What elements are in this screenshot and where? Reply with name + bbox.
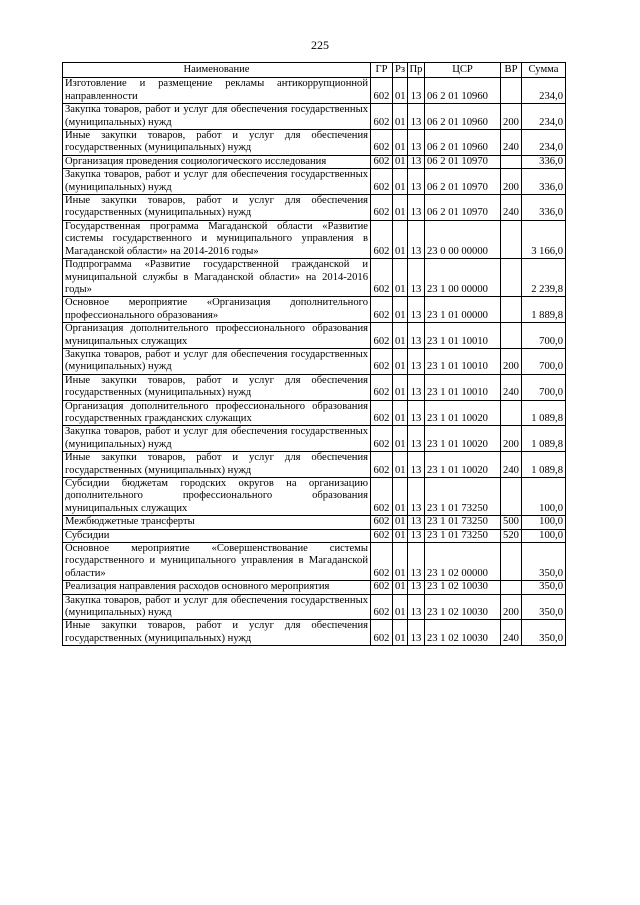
header-csr: ЦСР <box>425 63 501 78</box>
header-rz: Рз <box>393 63 408 78</box>
row-sum: 350,0 <box>522 543 566 581</box>
row-name: Закупка товаров, работ и услуг для обеспечения государственных (муниципальных) нужд <box>63 169 371 195</box>
row-name: Подпрограмма «Развитие государственной гражданской и муниципальной службы в Магаданской области» на 2014-2016 годы» <box>63 259 371 297</box>
row-pr: 13 <box>408 529 425 542</box>
row-sum: 1 889,8 <box>522 297 566 323</box>
row-sum: 3 166,0 <box>522 220 566 258</box>
row-pr: 13 <box>408 374 425 400</box>
row-rz: 01 <box>393 323 408 349</box>
row-csr: 23 1 01 73250 <box>425 478 501 516</box>
row-sum: 100,0 <box>522 516 566 529</box>
row-csr: 23 1 01 10010 <box>425 323 501 349</box>
row-vr <box>501 543 522 581</box>
row-gr: 602 <box>371 297 393 323</box>
row-rz: 01 <box>393 529 408 542</box>
row-pr: 13 <box>408 452 425 478</box>
row-pr: 13 <box>408 594 425 620</box>
row-name: Основное мероприятие «Организация дополнительного профессионального образования» <box>63 297 371 323</box>
row-rz: 01 <box>393 581 408 594</box>
table-row <box>63 130 566 156</box>
row-gr: 602 <box>371 543 393 581</box>
table-row <box>63 220 566 258</box>
row-gr: 602 <box>371 169 393 195</box>
table-row <box>63 348 566 374</box>
header-row <box>63 63 566 78</box>
row-vr: 240 <box>501 195 522 221</box>
header-name: Наименование <box>63 63 371 78</box>
table-row <box>63 426 566 452</box>
table-row <box>63 374 566 400</box>
row-gr: 602 <box>371 220 393 258</box>
row-csr: 23 0 00 00000 <box>425 220 501 258</box>
row-name: Иные закупки товаров, работ и услуг для обеспечения государственных (муниципальных) нужд <box>63 130 371 156</box>
row-pr: 13 <box>408 543 425 581</box>
row-gr: 602 <box>371 426 393 452</box>
row-rz: 01 <box>393 426 408 452</box>
row-vr: 240 <box>501 452 522 478</box>
row-vr: 200 <box>501 426 522 452</box>
row-vr <box>501 155 522 168</box>
row-vr <box>501 323 522 349</box>
row-name: Закупка товаров, работ и услуг для обеспечения государственных (муниципальных) нужд <box>63 426 371 452</box>
row-csr: 23 1 02 10030 <box>425 581 501 594</box>
row-rz: 01 <box>393 478 408 516</box>
row-vr: 200 <box>501 348 522 374</box>
row-name: Субсидии <box>63 529 371 542</box>
row-gr: 602 <box>371 594 393 620</box>
row-vr <box>501 259 522 297</box>
row-name: Изготовление и размещение рекламы антикоррупционной направленности <box>63 78 371 104</box>
row-sum: 234,0 <box>522 78 566 104</box>
table-body <box>63 78 566 646</box>
row-name: Субсидии бюджетам городских округов на организацию дополнительного профессионального образования муниципальных служащих <box>63 478 371 516</box>
row-vr <box>501 297 522 323</box>
row-sum: 336,0 <box>522 195 566 221</box>
row-pr: 13 <box>408 104 425 130</box>
table-row <box>63 478 566 516</box>
table-row <box>63 543 566 581</box>
row-rz: 01 <box>393 452 408 478</box>
row-gr: 602 <box>371 529 393 542</box>
row-pr: 13 <box>408 478 425 516</box>
row-sum: 234,0 <box>522 130 566 156</box>
row-pr: 13 <box>408 516 425 529</box>
header-sum: Сумма <box>522 63 566 78</box>
budget-table <box>62 62 566 646</box>
row-pr: 13 <box>408 426 425 452</box>
row-sum: 2 239,8 <box>522 259 566 297</box>
row-gr: 602 <box>371 323 393 349</box>
row-name: Межбюджетные трансферты <box>63 516 371 529</box>
row-csr: 23 1 01 73250 <box>425 516 501 529</box>
row-sum: 336,0 <box>522 155 566 168</box>
row-rz: 01 <box>393 543 408 581</box>
row-sum: 336,0 <box>522 169 566 195</box>
table-row <box>63 104 566 130</box>
table-row <box>63 516 566 529</box>
row-vr: 200 <box>501 169 522 195</box>
row-name: Закупка товаров, работ и услуг для обеспечения государственных (муниципальных) нужд <box>63 104 371 130</box>
table-row <box>63 594 566 620</box>
row-csr: 23 1 02 00000 <box>425 543 501 581</box>
row-vr: 200 <box>501 594 522 620</box>
row-vr <box>501 581 522 594</box>
row-csr: 23 1 02 10030 <box>425 594 501 620</box>
row-name: Реализация направления расходов основного мероприятия <box>63 581 371 594</box>
row-csr: 06 2 01 10970 <box>425 169 501 195</box>
row-vr: 500 <box>501 516 522 529</box>
row-pr: 13 <box>408 348 425 374</box>
row-rz: 01 <box>393 104 408 130</box>
row-pr: 13 <box>408 297 425 323</box>
row-rz: 01 <box>393 400 408 426</box>
row-rz: 01 <box>393 348 408 374</box>
row-sum: 1 089,8 <box>522 452 566 478</box>
row-sum: 100,0 <box>522 529 566 542</box>
table-row <box>63 195 566 221</box>
table-row <box>63 323 566 349</box>
row-name: Организация дополнительного профессионального образования государственных гражданских служащих <box>63 400 371 426</box>
row-csr: 23 1 01 73250 <box>425 529 501 542</box>
row-gr: 602 <box>371 400 393 426</box>
row-csr: 23 1 01 10010 <box>425 348 501 374</box>
row-csr: 06 2 01 10970 <box>425 155 501 168</box>
row-csr: 23 1 01 10020 <box>425 426 501 452</box>
row-pr: 13 <box>408 78 425 104</box>
row-gr: 602 <box>371 130 393 156</box>
table-row <box>63 620 566 646</box>
row-pr: 13 <box>408 259 425 297</box>
row-sum: 700,0 <box>522 374 566 400</box>
row-rz: 01 <box>393 130 408 156</box>
row-rz: 01 <box>393 259 408 297</box>
row-gr: 602 <box>371 452 393 478</box>
row-gr: 602 <box>371 195 393 221</box>
row-csr: 06 2 01 10960 <box>425 130 501 156</box>
row-sum: 700,0 <box>522 348 566 374</box>
row-vr <box>501 220 522 258</box>
row-rz: 01 <box>393 374 408 400</box>
row-gr: 602 <box>371 581 393 594</box>
row-rz: 01 <box>393 516 408 529</box>
row-name: Закупка товаров, работ и услуг для обеспечения государственных (муниципальных) нужд <box>63 348 371 374</box>
row-vr: 520 <box>501 529 522 542</box>
header-pr: Пр <box>408 63 425 78</box>
row-pr: 13 <box>408 400 425 426</box>
table-row <box>63 259 566 297</box>
row-rz: 01 <box>393 195 408 221</box>
row-vr <box>501 478 522 516</box>
row-pr: 13 <box>408 323 425 349</box>
row-rz: 01 <box>393 155 408 168</box>
row-name: Закупка товаров, работ и услуг для обеспечения государственных (муниципальных) нужд <box>63 594 371 620</box>
row-vr: 200 <box>501 104 522 130</box>
page-number: 225 <box>311 38 329 52</box>
row-csr: 06 2 01 10960 <box>425 104 501 130</box>
table-row <box>63 297 566 323</box>
row-gr: 602 <box>371 348 393 374</box>
row-name: Основное мероприятие «Совершенствование системы государственного и муниципального управления в Магаданской области» <box>63 543 371 581</box>
table-row <box>63 529 566 542</box>
row-csr: 06 2 01 10960 <box>425 78 501 104</box>
row-sum: 350,0 <box>522 620 566 646</box>
row-pr: 13 <box>408 620 425 646</box>
row-sum: 1 089,8 <box>522 400 566 426</box>
header-vr: ВР <box>501 63 522 78</box>
row-sum: 100,0 <box>522 478 566 516</box>
row-csr: 06 2 01 10970 <box>425 195 501 221</box>
row-sum: 350,0 <box>522 594 566 620</box>
row-pr: 13 <box>408 581 425 594</box>
row-rz: 01 <box>393 620 408 646</box>
row-csr: 23 1 02 10030 <box>425 620 501 646</box>
row-csr: 23 1 01 10020 <box>425 400 501 426</box>
row-pr: 13 <box>408 195 425 221</box>
table-row <box>63 169 566 195</box>
row-gr: 602 <box>371 155 393 168</box>
table-row <box>63 78 566 104</box>
row-gr: 602 <box>371 374 393 400</box>
row-name: Иные закупки товаров, работ и услуг для обеспечения государственных (муниципальных) нужд <box>63 452 371 478</box>
row-gr: 602 <box>371 516 393 529</box>
table-row <box>63 581 566 594</box>
row-sum: 700,0 <box>522 323 566 349</box>
row-sum: 1 089,8 <box>522 426 566 452</box>
row-name: Иные закупки товаров, работ и услуг для обеспечения государственных (муниципальных) нужд <box>63 374 371 400</box>
row-gr: 602 <box>371 78 393 104</box>
row-csr: 23 1 00 00000 <box>425 259 501 297</box>
row-rz: 01 <box>393 169 408 195</box>
row-name: Иные закупки товаров, работ и услуг для обеспечения государственных (муниципальных) нужд <box>63 620 371 646</box>
row-csr: 23 1 01 10020 <box>425 452 501 478</box>
row-pr: 13 <box>408 220 425 258</box>
row-name: Государственная программа Магаданской области «Развитие системы государственного и муниципального управления в Магаданской области» на 2014-2016 годы» <box>63 220 371 258</box>
row-rz: 01 <box>393 78 408 104</box>
row-name: Организация проведения социологического исследования <box>63 155 371 168</box>
table-row <box>63 155 566 168</box>
table-row <box>63 452 566 478</box>
row-pr: 13 <box>408 155 425 168</box>
row-vr <box>501 400 522 426</box>
table-row <box>63 400 566 426</box>
row-name: Иные закупки товаров, работ и услуг для обеспечения государственных (муниципальных) нужд <box>63 195 371 221</box>
row-rz: 01 <box>393 220 408 258</box>
row-name: Организация дополнительного профессионального образования муниципальных служащих <box>63 323 371 349</box>
row-vr: 240 <box>501 620 522 646</box>
row-rz: 01 <box>393 297 408 323</box>
row-vr <box>501 78 522 104</box>
row-pr: 13 <box>408 169 425 195</box>
row-csr: 23 1 01 10010 <box>425 374 501 400</box>
row-vr: 240 <box>501 130 522 156</box>
row-pr: 13 <box>408 130 425 156</box>
row-sum: 350,0 <box>522 581 566 594</box>
row-gr: 602 <box>371 620 393 646</box>
row-vr: 240 <box>501 374 522 400</box>
row-sum: 234,0 <box>522 104 566 130</box>
row-gr: 602 <box>371 478 393 516</box>
row-gr: 602 <box>371 104 393 130</box>
header-gr: ГР <box>371 63 393 78</box>
row-csr: 23 1 01 00000 <box>425 297 501 323</box>
row-rz: 01 <box>393 594 408 620</box>
row-gr: 602 <box>371 259 393 297</box>
